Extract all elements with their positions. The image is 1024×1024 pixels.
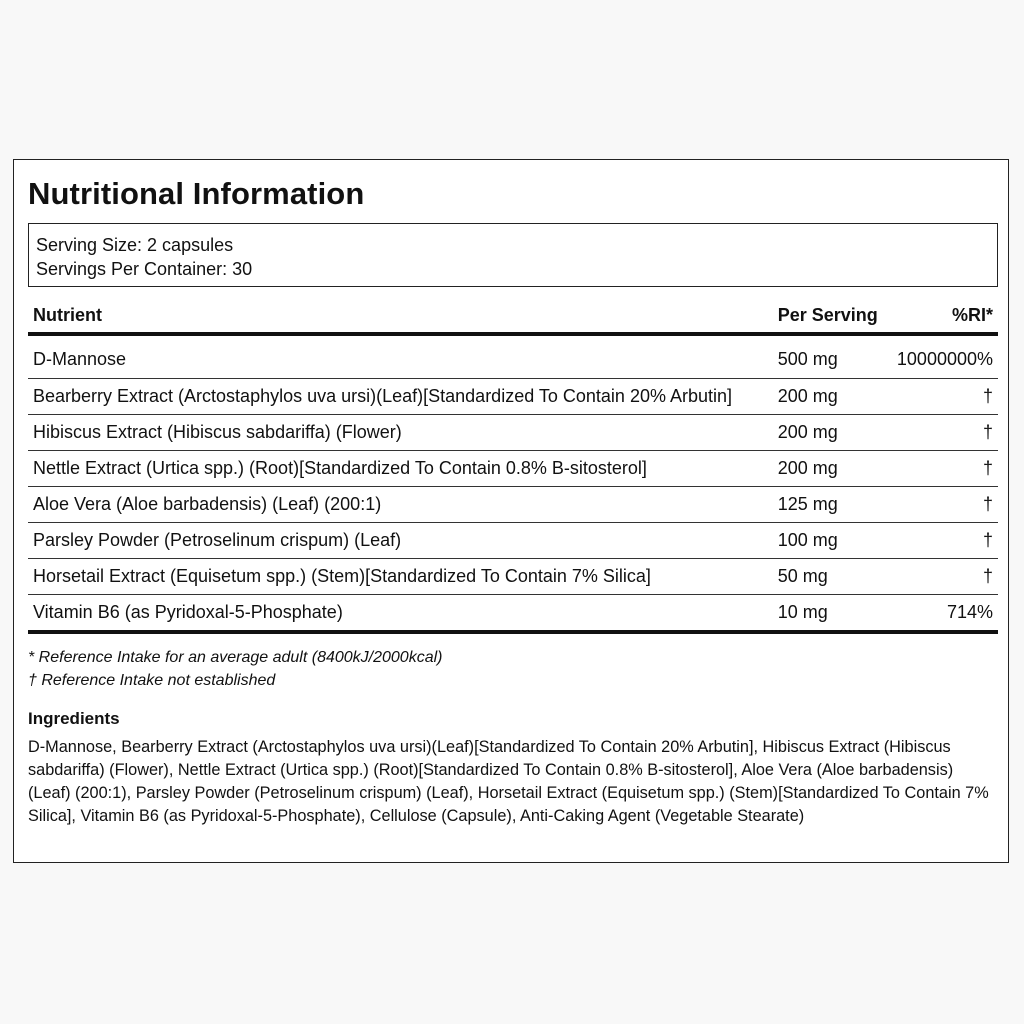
servings-per-container: Servings Per Container: 30 xyxy=(36,259,253,279)
nutrient-name: Aloe Vera (Aloe barbadensis) (Leaf) (200:1) xyxy=(28,487,773,523)
dagger-footnote: † Reference Intake not established xyxy=(28,672,276,689)
nutrient-amount: 100 mg xyxy=(773,523,892,559)
nutrient-ri: † xyxy=(892,379,998,415)
nutrient-amount: 10 mg xyxy=(773,595,892,633)
nutrient-ri: † xyxy=(892,559,998,595)
nutrient-ri: † xyxy=(892,487,998,523)
nutrient-amount: 200 mg xyxy=(773,379,892,415)
nutrient-ri: † xyxy=(892,415,998,451)
nutrient-amount: 50 mg xyxy=(773,559,892,595)
nutrient-amount: 125 mg xyxy=(773,487,892,523)
nutrient-ri: 10000000% xyxy=(892,334,998,379)
nutrient-amount: 200 mg xyxy=(773,451,892,487)
table-row xyxy=(28,523,998,559)
table-row xyxy=(28,379,998,415)
header-nutrient: Nutrient xyxy=(28,298,773,334)
serving-info-box xyxy=(28,223,998,287)
nutrition-panel xyxy=(13,159,1009,863)
table-row xyxy=(28,415,998,451)
ingredients-heading: Ingredients xyxy=(28,709,120,728)
nutrient-amount: 200 mg xyxy=(773,415,892,451)
nutrient-name: Horsetail Extract (Equisetum spp.) (Stem)[Standardized To Contain 7% Silica] xyxy=(28,559,773,595)
table-row xyxy=(28,559,998,595)
nutrient-table xyxy=(28,298,998,634)
ri-footnote: * Reference Intake for an average adult (8400kJ/2000kcal) xyxy=(28,649,443,666)
nutrient-ri: 714% xyxy=(892,595,998,633)
nutrient-name: Bearberry Extract (Arctostaphylos uva ursi)(Leaf)[Standardized To Contain 20% Arbutin] xyxy=(28,379,773,415)
header-per-serving: Per Serving xyxy=(773,298,892,334)
nutrient-ri: † xyxy=(892,451,998,487)
table-row xyxy=(28,334,998,379)
nutrient-name: Vitamin B6 (as Pyridoxal-5-Phosphate) xyxy=(28,595,773,633)
nutrient-name: Nettle Extract (Urtica spp.) (Root)[Standardized To Contain 0.8% B-sitosterol] xyxy=(28,451,773,487)
header-ri: %RI* xyxy=(892,298,998,334)
table-row xyxy=(28,595,998,633)
page-title: Nutritional Information xyxy=(28,176,365,211)
ingredients-text: D-Mannose, Bearberry Extract (Arctostaphylos uva ursi)(Leaf)[Standardized To Contain 20% Arbutin], Hibiscus Extract (Hibiscus sabdariffa) (Flower), Nettle Extract (Urtica spp.) (Root)[Standardized To Contain 0.8% B-sitosterol], Aloe Vera (Aloe barbadensis) (Leaf) (200:1), Parsley Powder (Petroselinum crispum) (Leaf), Horsetail Extract (Equisetum spp.) (Stem)[Standardized To Contain 7% Silica], Vitamin B6 (as Pyridoxal-5-Phosphate), Cellulose (Capsule), Anti-Caking Agent (Vegetable Stearate) xyxy=(28,738,989,825)
serving-size: Serving Size: 2 capsules xyxy=(36,235,234,255)
table-row xyxy=(28,487,998,523)
footnotes xyxy=(28,646,442,692)
nutrient-amount: 500 mg xyxy=(773,334,892,379)
nutrient-ri: † xyxy=(892,523,998,559)
nutrient-name: Hibiscus Extract (Hibiscus sabdariffa) (Flower) xyxy=(28,415,773,451)
nutrient-name: Parsley Powder (Petroselinum crispum) (Leaf) xyxy=(28,523,773,559)
table-row xyxy=(28,451,998,487)
table-header-row xyxy=(28,298,998,334)
nutrient-name: D-Mannose xyxy=(28,334,773,379)
